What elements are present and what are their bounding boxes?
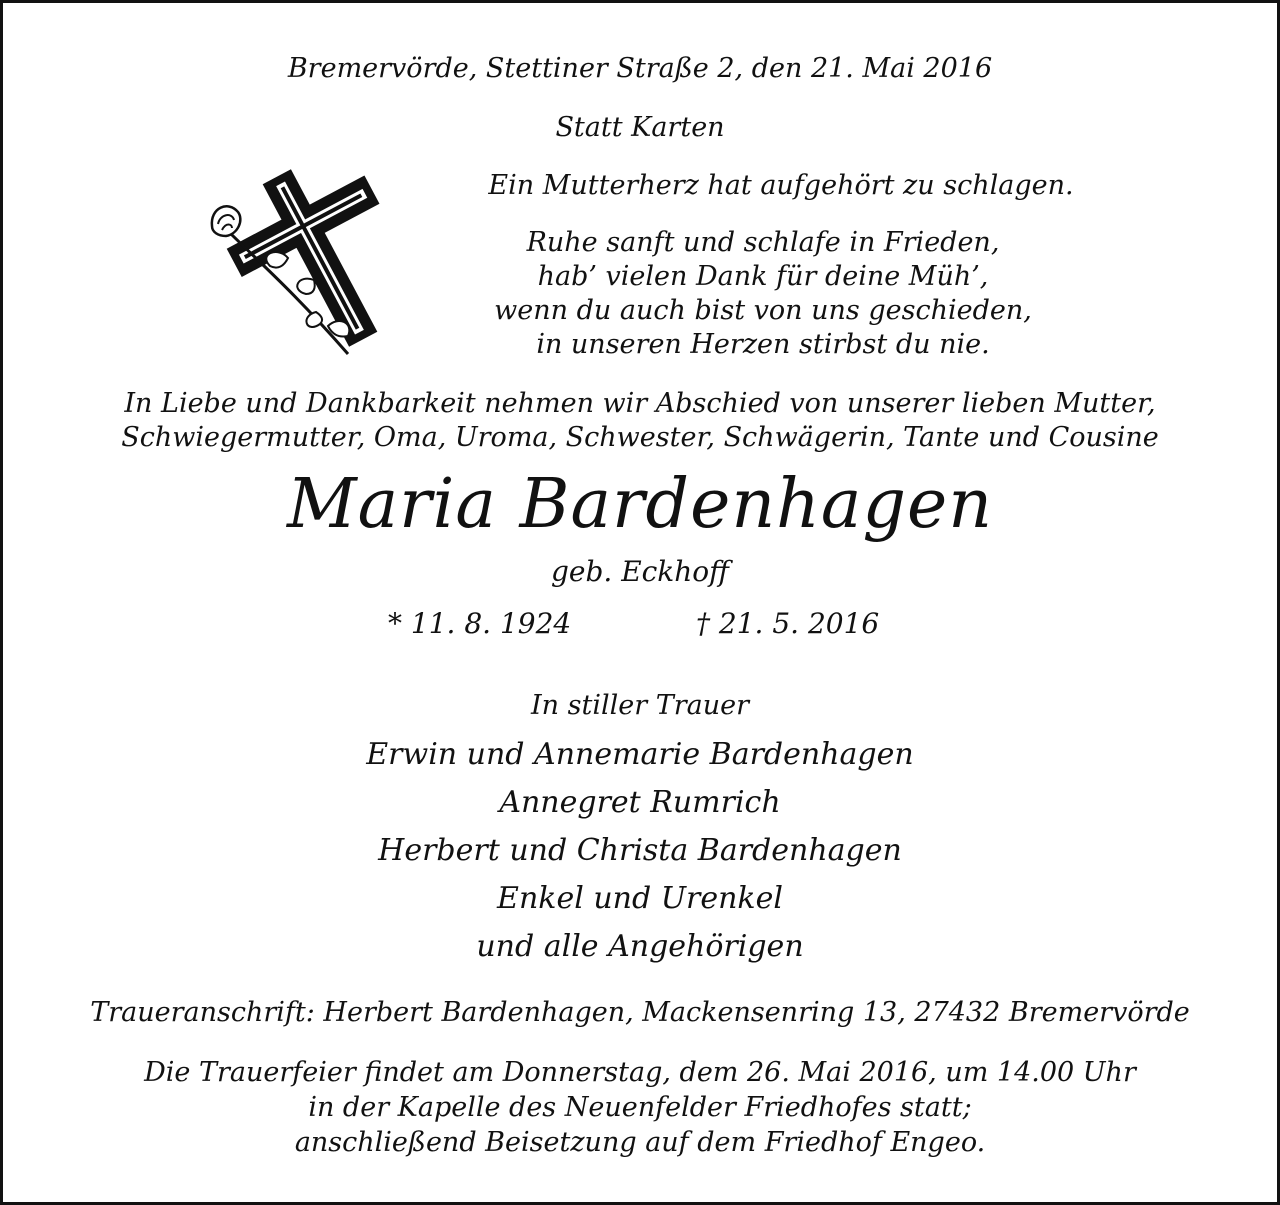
poem-line: in unseren Herzen stirbst du nie. xyxy=(536,329,990,360)
farewell-line: In Liebe und Dankbarkeit nehmen wir Abschied von unserer lieben Mutter, xyxy=(124,388,1156,419)
ceremony-line: Die Trauerfeier findet am Donnerstag, dem 26. Mai 2016, um 14.00 Uhr xyxy=(144,1057,1136,1088)
ceremony-line: anschließend Beisetzung auf dem Friedhof Engeo. xyxy=(294,1127,986,1158)
farewell-line: Schwiegermutter, Oma, Uroma, Schwester, Schwägerin, Tante und Cousine xyxy=(121,422,1159,453)
birth-date: * 11. 8. 1924 xyxy=(388,607,572,640)
death-date: † 21. 5. 2016 xyxy=(696,607,880,640)
cross-with-rose-icon xyxy=(198,166,433,361)
mourning-address: Traueranschrift: Herbert Bardenhagen, Mackensenring 13, 27432 Bremervörde xyxy=(90,997,1190,1028)
poem-line: Ruhe sanft und schlafe in Frieden, xyxy=(526,227,1000,258)
intro-line: Ein Mutterherz hat aufgehört zu schlagen. xyxy=(488,170,1074,201)
maiden-name: geb. Eckhoff xyxy=(550,555,730,588)
mourner-name: Annegret Rumrich xyxy=(499,785,781,820)
mourner-name: und alle Angehörigen xyxy=(476,929,804,964)
deceased-name: Maria Bardenhagen xyxy=(286,465,994,544)
place-date-line: Bremervörde, Stettiner Straße 2, den 21. Mai 2016 xyxy=(287,53,993,84)
mourner-name: Erwin und Annemarie Bardenhagen xyxy=(366,737,914,772)
statt-karten-line: Statt Karten xyxy=(555,112,725,143)
mourner-name: Herbert und Christa Bardenhagen xyxy=(378,833,902,868)
poem-line: hab’ vielen Dank für deine Müh’, xyxy=(537,261,989,292)
mourning-heading: In stiller Trauer xyxy=(530,690,749,721)
mourner-name: Enkel und Urenkel xyxy=(497,881,783,916)
poem-line: wenn du auch bist von uns geschieden, xyxy=(494,295,1032,326)
ceremony-line: in der Kapelle des Neuenfelder Friedhofes statt; xyxy=(308,1092,972,1123)
